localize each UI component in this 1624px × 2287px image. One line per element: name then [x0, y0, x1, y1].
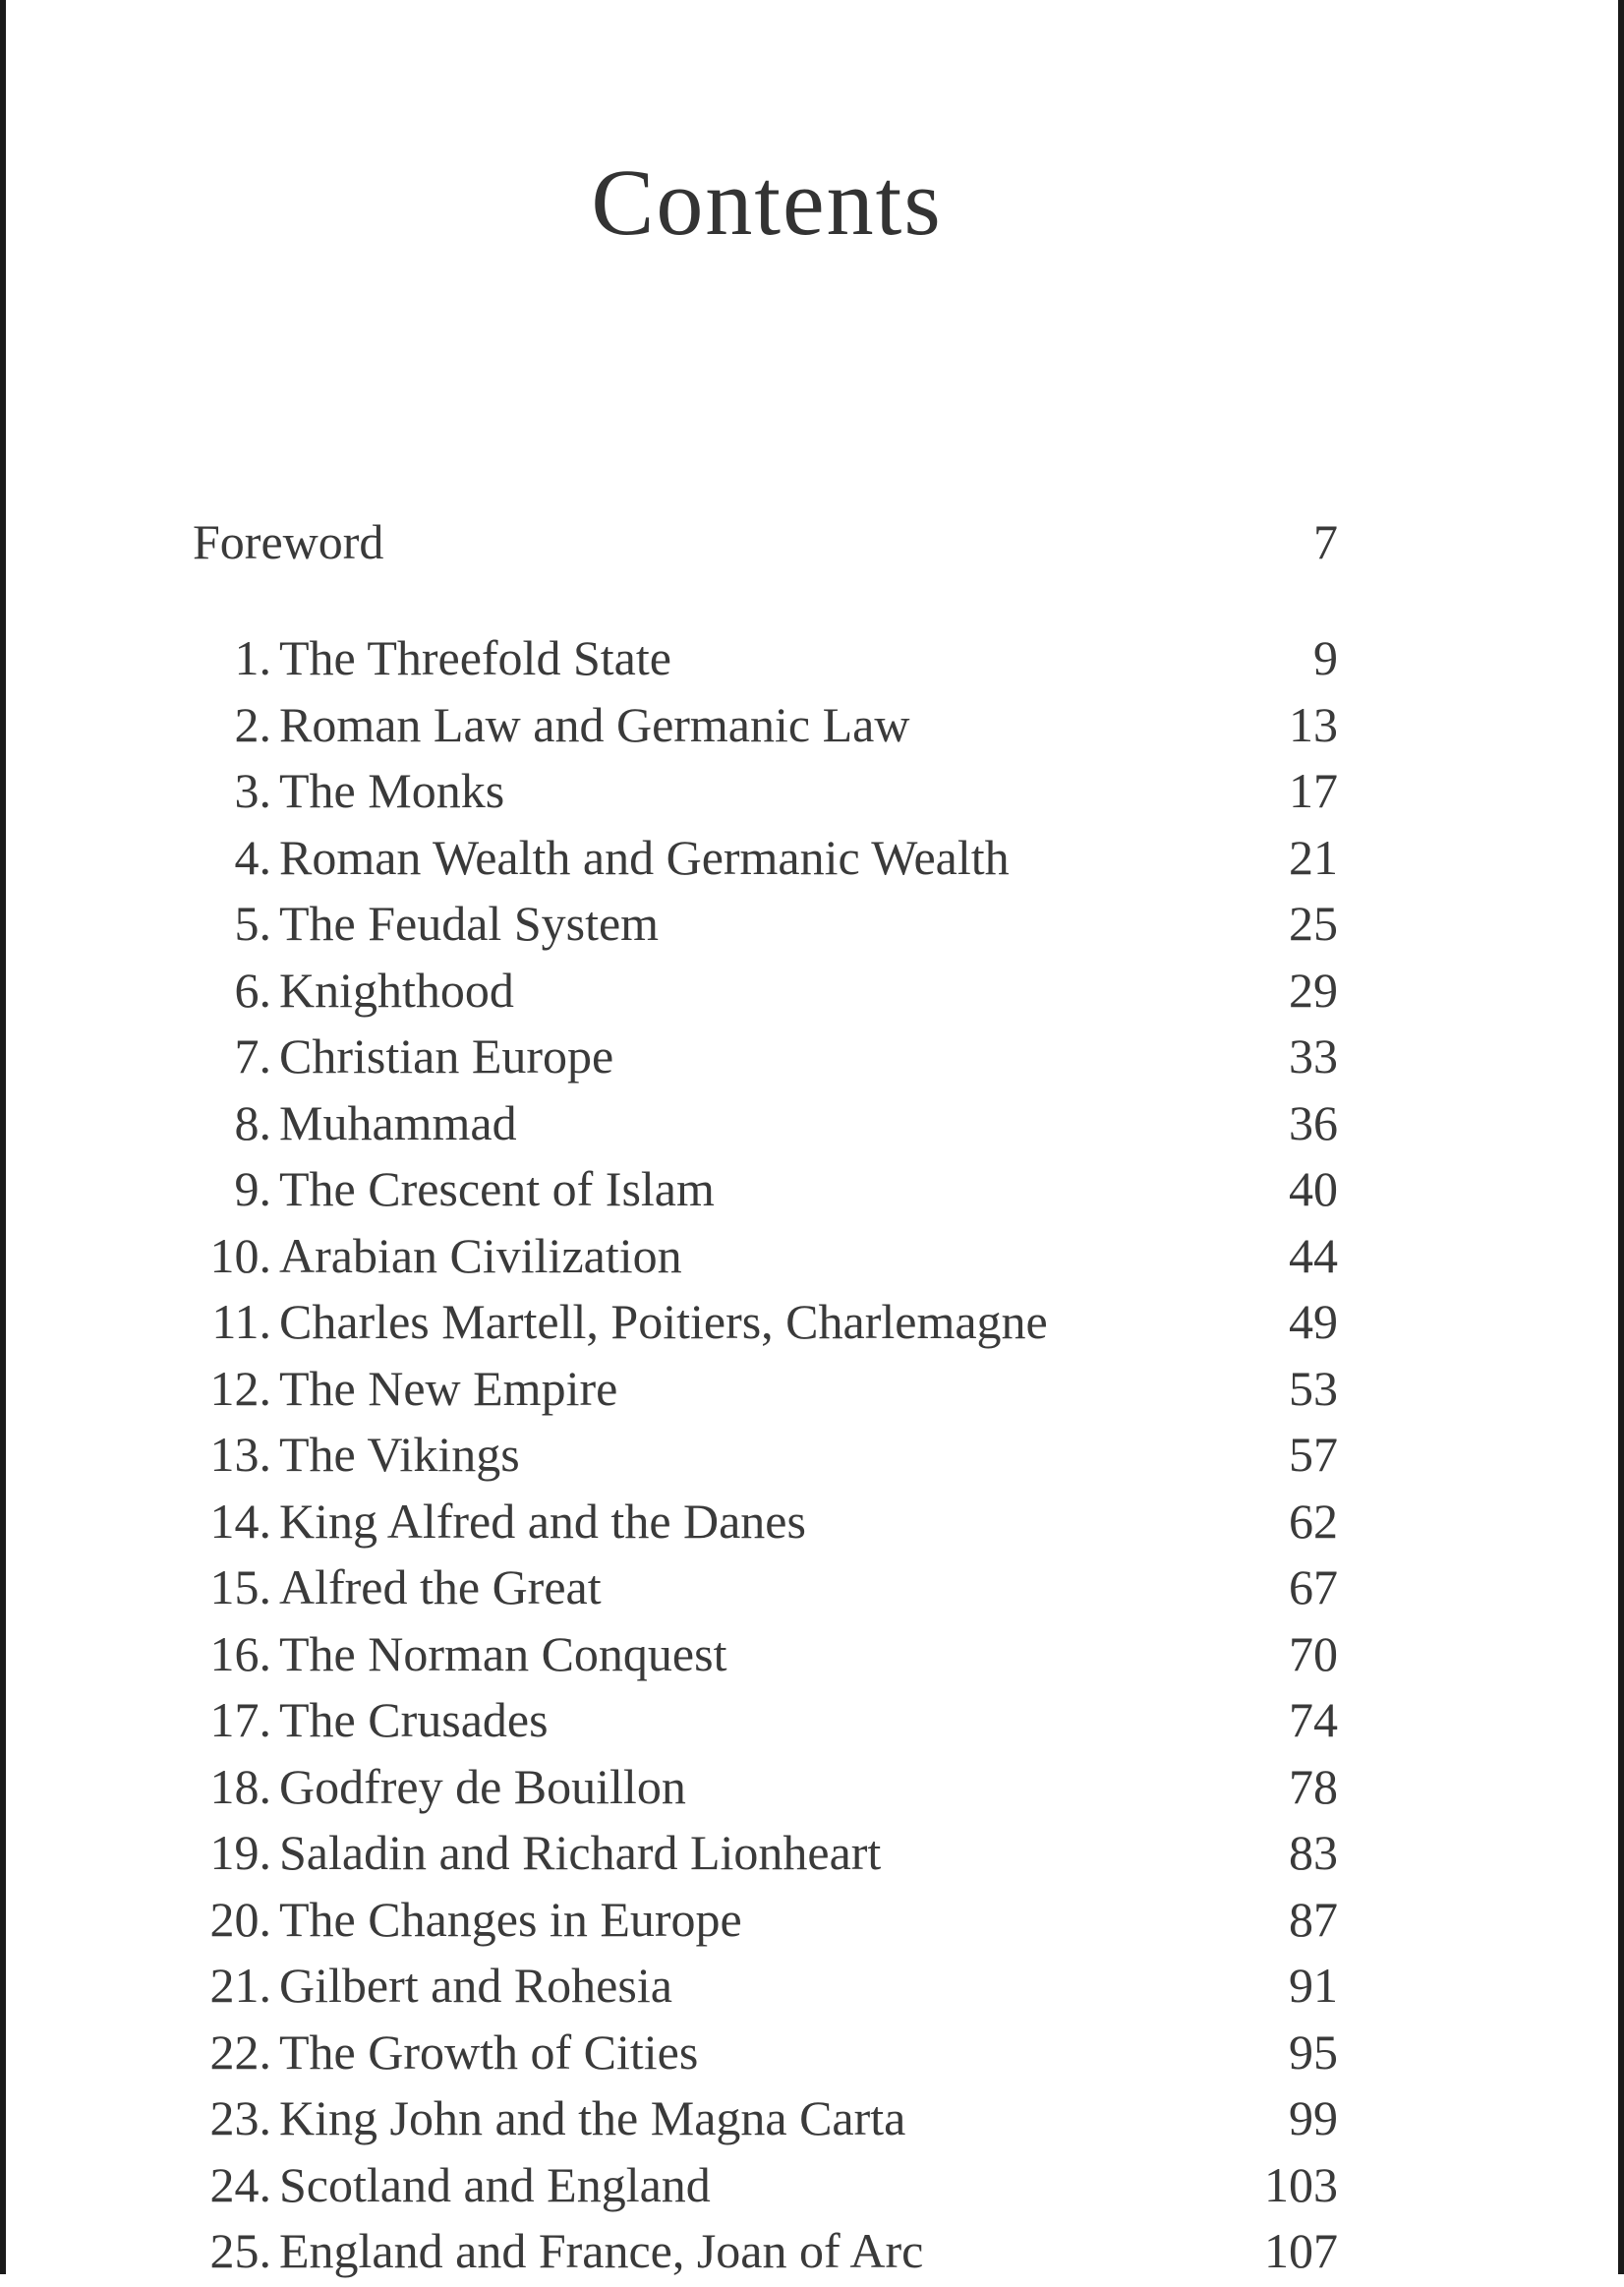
chapter-title: Arabian Civilization	[279, 1227, 682, 1283]
chapter-number: 22.	[209, 2023, 271, 2080]
page-title: Contents	[591, 149, 943, 255]
chapter-number: 24.	[209, 2156, 271, 2212]
chapter-page-number: 49	[1289, 1294, 1338, 1349]
chapter-page-number: 25	[1289, 896, 1338, 951]
toc-entry[interactable]	[193, 1158, 1338, 1225]
table-of-contents	[193, 627, 1338, 2287]
chapter-number: 4.	[234, 829, 271, 885]
page-edge-left	[0, 0, 6, 2274]
chapter-number: 19.	[209, 1825, 271, 1880]
chapter-number: 18.	[209, 1758, 271, 1814]
chapter-number: 16.	[209, 1625, 271, 1681]
chapter-page-number: 9	[1313, 630, 1338, 685]
toc-entry[interactable]	[193, 1092, 1338, 1159]
foreword-label: Foreword	[193, 514, 384, 569]
chapter-page-number: 83	[1289, 1825, 1338, 1880]
chapter-number: 3.	[234, 763, 271, 818]
toc-entry[interactable]	[193, 1822, 1338, 1889]
chapter-number: 2.	[234, 696, 271, 752]
chapter-page-number: 53	[1289, 1360, 1338, 1416]
toc-entry[interactable]	[193, 1689, 1338, 1756]
chapter-number: 20.	[209, 1891, 271, 1947]
chapter-title: Christian Europe	[279, 1028, 614, 1084]
chapter-page-number: 40	[1289, 1161, 1338, 1216]
chapter-title: Godfrey de Bouillon	[279, 1758, 686, 1814]
toc-entry[interactable]	[193, 1623, 1338, 1690]
chapter-title: The New Empire	[279, 1360, 618, 1416]
chapter-title: Knighthood	[279, 962, 514, 1018]
chapter-title: The Crescent of Islam	[279, 1161, 715, 1216]
chapter-page-number: 33	[1289, 1028, 1338, 1084]
toc-entry[interactable]	[193, 1955, 1338, 2022]
toc-entry[interactable]	[193, 893, 1338, 960]
chapter-page-number: 74	[1289, 1692, 1338, 1747]
chapter-title: The Threefold State	[279, 630, 671, 685]
chapter-page-number: 21	[1289, 829, 1338, 885]
toc-entry[interactable]	[193, 1756, 1338, 1823]
chapter-title: Charles Martell, Poitiers, Charlemagne	[279, 1294, 1048, 1349]
toc-entry[interactable]	[193, 1225, 1338, 1292]
chapter-number: 14.	[209, 1493, 271, 1549]
chapter-title: Alfred the Great	[279, 1559, 602, 1614]
toc-entry[interactable]	[193, 1026, 1338, 1092]
toc-entry[interactable]	[193, 1889, 1338, 1956]
chapter-number: 23.	[209, 2090, 271, 2145]
chapter-number: 9.	[234, 1161, 271, 1216]
toc-entry[interactable]	[193, 1358, 1338, 1425]
toc-entry[interactable]	[193, 827, 1338, 894]
chapter-page-number: 13	[1289, 696, 1338, 752]
chapter-number: 21.	[209, 1958, 271, 2013]
page-edge-right	[1618, 0, 1624, 2274]
toc-entry[interactable]	[193, 1491, 1338, 1557]
chapter-title: Roman Law and Germanic Law	[279, 696, 910, 752]
chapter-title: England and France, Joan of Arc	[279, 2223, 924, 2278]
chapter-page-number: 103	[1264, 2156, 1338, 2212]
chapter-page-number: 70	[1289, 1625, 1338, 1681]
chapter-number: 10.	[209, 1227, 271, 1283]
chapter-number: 8.	[234, 1094, 271, 1150]
chapter-page-number: 87	[1289, 1891, 1338, 1947]
chapter-page-number: 62	[1289, 1493, 1338, 1549]
chapter-number: 13.	[209, 1427, 271, 1482]
chapter-number: 17.	[209, 1692, 271, 1747]
toc-entry[interactable]	[193, 2022, 1338, 2088]
chapter-page-number: 17	[1289, 763, 1338, 818]
chapter-title: King Alfred and the Danes	[279, 1493, 806, 1549]
chapter-title: The Feudal System	[279, 896, 660, 951]
chapter-title: Muhammad	[279, 1094, 517, 1150]
chapter-number: 15.	[209, 1559, 271, 1614]
chapter-title: Gilbert and Rohesia	[279, 1958, 672, 2013]
chapter-page-number: 78	[1289, 1758, 1338, 1814]
toc-entry[interactable]	[193, 1556, 1338, 1623]
chapter-title: Roman Wealth and Germanic Wealth	[279, 829, 1010, 885]
chapter-title: The Changes in Europe	[279, 1891, 742, 1947]
chapter-page-number: 44	[1289, 1227, 1338, 1283]
chapter-title: The Growth of Cities	[279, 2023, 699, 2080]
chapter-number: 7.	[234, 1028, 271, 1084]
chapter-number: 6.	[234, 962, 271, 1018]
chapter-page-number: 99	[1289, 2090, 1338, 2145]
chapter-number: 1.	[234, 630, 271, 685]
chapter-page-number: 67	[1289, 1559, 1338, 1614]
chapter-number: 12.	[209, 1360, 271, 1416]
toc-entry[interactable]	[193, 1424, 1338, 1491]
chapter-page-number: 57	[1289, 1427, 1338, 1482]
toc-entry[interactable]	[193, 1291, 1338, 1358]
toc-entry[interactable]	[193, 694, 1338, 761]
toc-entry[interactable]	[193, 2087, 1338, 2154]
chapter-title: The Vikings	[279, 1427, 520, 1482]
chapter-title: Scotland and England	[279, 2156, 711, 2212]
chapter-page-number: 95	[1289, 2023, 1338, 2080]
toc-entry[interactable]	[193, 960, 1338, 1026]
toc-foreword-entry[interactable]	[193, 511, 1338, 572]
chapter-title: The Crusades	[279, 1692, 549, 1747]
chapter-number: 25.	[209, 2223, 271, 2278]
chapter-title: King John and the Magna Carta	[279, 2090, 906, 2145]
toc-entry[interactable]	[193, 627, 1338, 694]
chapter-number: 5.	[234, 896, 271, 951]
chapter-title: Saladin and Richard Lionheart	[279, 1825, 882, 1880]
chapter-page-number: 91	[1289, 1958, 1338, 2013]
foreword-page-number: 7	[1313, 514, 1338, 569]
chapter-title: The Monks	[279, 763, 505, 818]
chapter-number: 11.	[211, 1294, 271, 1349]
chapter-page-number: 36	[1289, 1094, 1338, 1150]
chapter-title: The Norman Conquest	[279, 1625, 727, 1681]
chapter-page-number: 29	[1289, 962, 1338, 1018]
chapter-page-number: 107	[1264, 2223, 1338, 2278]
toc-entry[interactable]	[193, 2154, 1338, 2221]
toc-entry[interactable]	[193, 760, 1338, 827]
toc-entry[interactable]	[193, 2220, 1338, 2287]
